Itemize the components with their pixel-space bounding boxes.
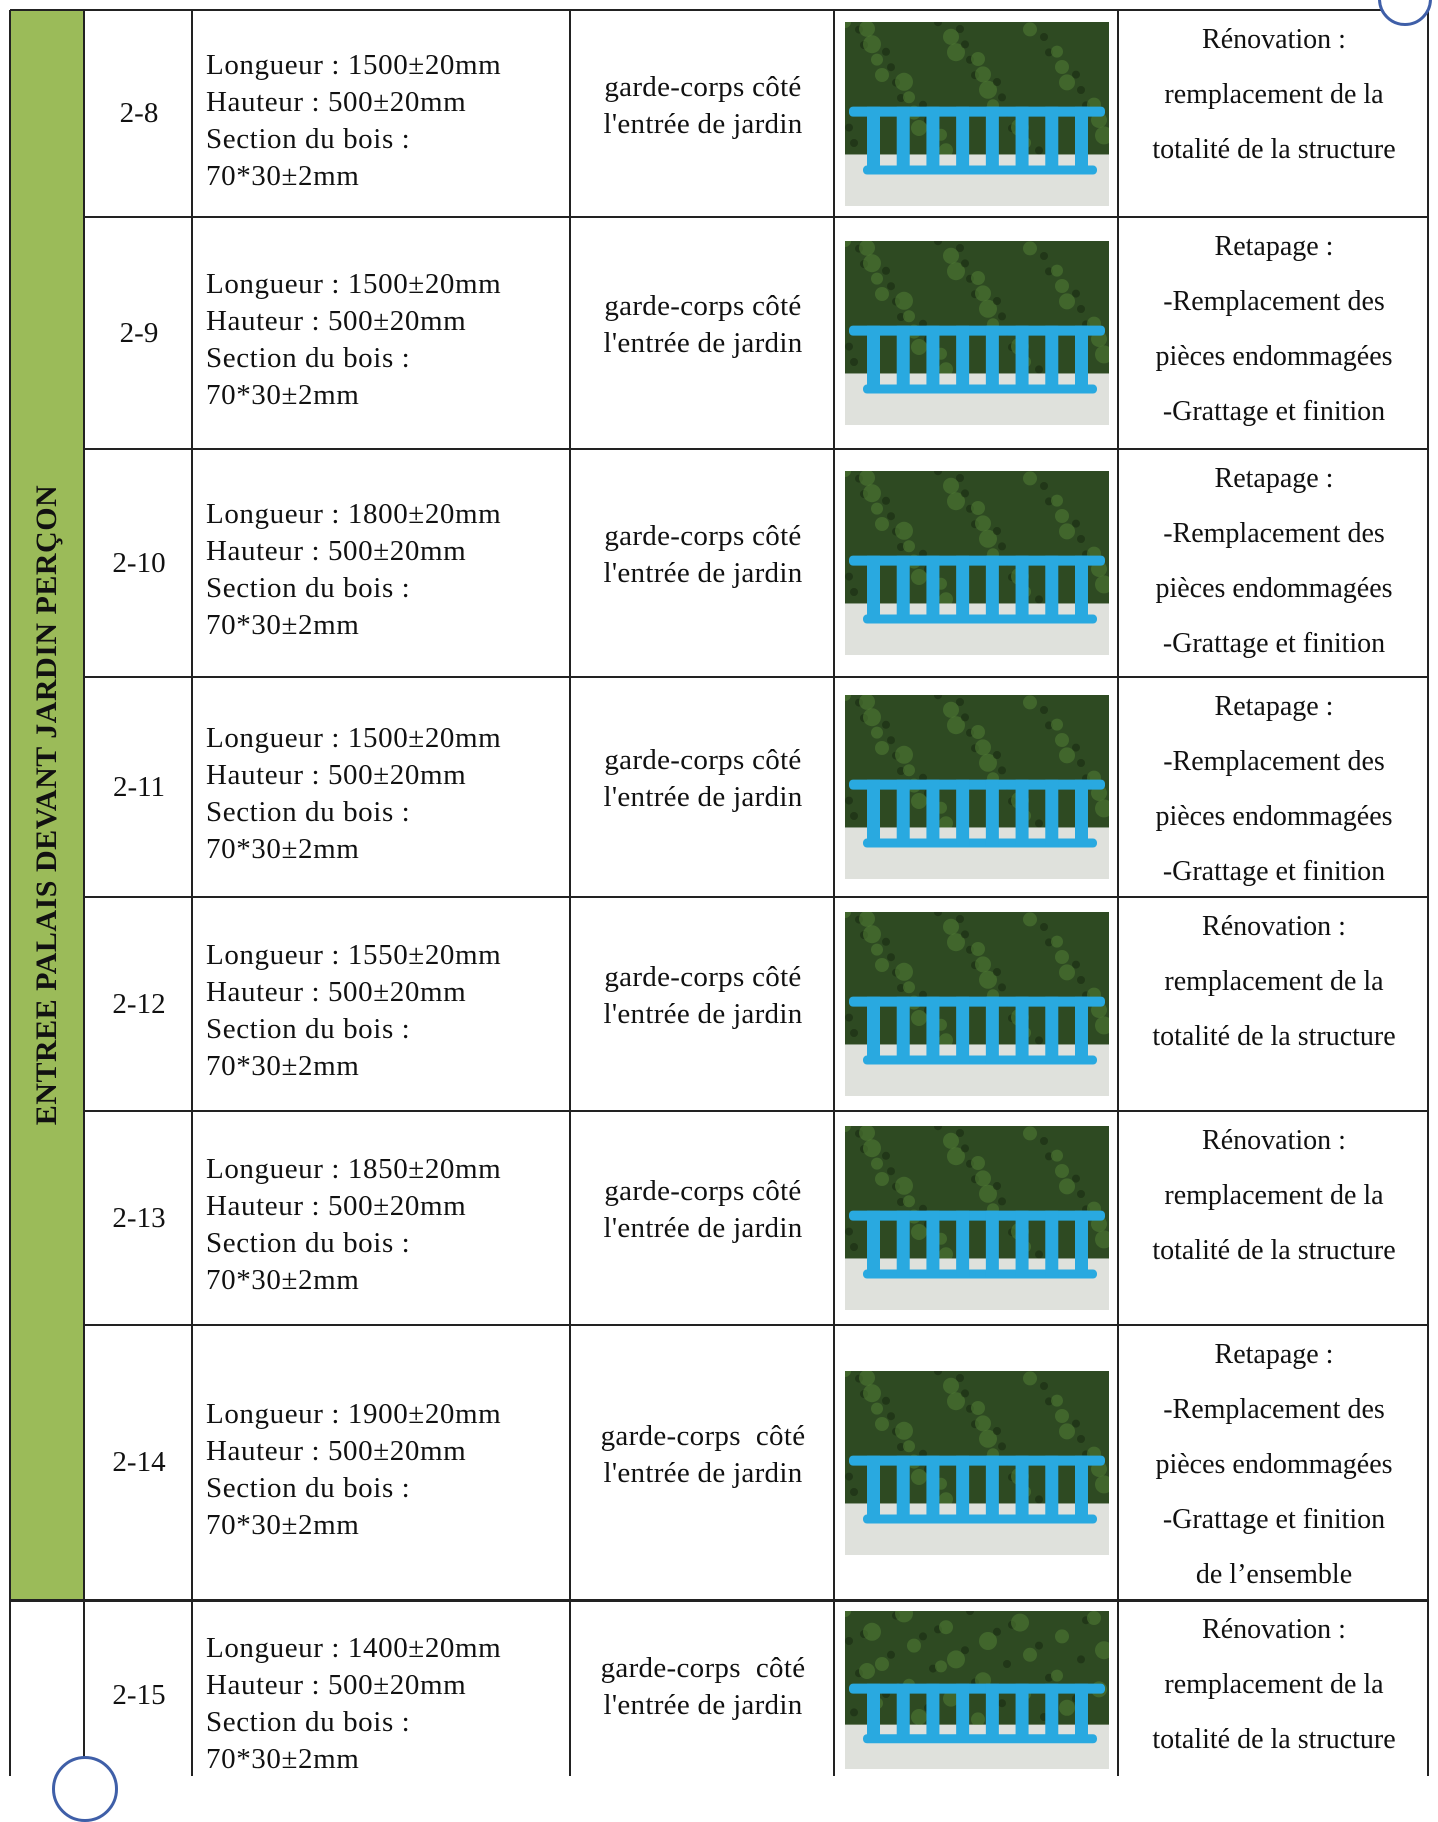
railing-photo bbox=[845, 1371, 1109, 1555]
action-line: totalité de la structure bbox=[1152, 1235, 1396, 1266]
spec-line: Longueur : 1800±20mm bbox=[206, 498, 502, 530]
action-line: Rénovation : bbox=[1202, 1614, 1346, 1645]
railing-photo bbox=[845, 1126, 1109, 1310]
spec-line: 70*30±2mm bbox=[206, 159, 360, 192]
location-line: garde-corps côté bbox=[600, 1652, 806, 1684]
row-divider bbox=[10, 9, 1428, 11]
item-id: 2-11 bbox=[112, 770, 166, 803]
spec-line: Hauteur : 500±20mm bbox=[206, 759, 467, 791]
photo-cell bbox=[836, 1600, 1118, 1790]
spec-line: Longueur : 1500±20mm bbox=[206, 48, 502, 81]
action-line: remplacement de la bbox=[1164, 1669, 1384, 1700]
column-divider bbox=[1117, 10, 1119, 1776]
location-cell bbox=[572, 897, 834, 1111]
spec-line: Longueur : 1400±20mm bbox=[206, 1632, 502, 1664]
action-line: remplacement de la bbox=[1164, 79, 1384, 110]
row-divider bbox=[84, 1110, 1428, 1112]
action-line: totalité de la structure bbox=[1152, 134, 1396, 165]
spec-line: Longueur : 1500±20mm bbox=[206, 268, 502, 300]
action-cell bbox=[1120, 1325, 1428, 1600]
railing-photo bbox=[845, 695, 1109, 879]
row-divider bbox=[84, 1324, 1428, 1326]
column-divider bbox=[191, 10, 193, 1776]
action-line: de l’ensemble bbox=[1195, 1559, 1353, 1590]
spec-line: Longueur : 1500±20mm bbox=[206, 722, 502, 754]
spec-line: 70*30±2mm bbox=[206, 1264, 360, 1296]
location-line: garde-corps côté bbox=[600, 1419, 806, 1452]
action-line: totalité de la structure bbox=[1152, 1021, 1396, 1052]
spec-cell bbox=[194, 1600, 570, 1790]
railing-photo bbox=[845, 471, 1109, 655]
location-cell bbox=[572, 449, 834, 677]
railing-photo bbox=[845, 912, 1109, 1096]
row-divider bbox=[84, 896, 1428, 898]
section-label: ENTREE PALAIS DEVANT JARDIN PERÇON bbox=[30, 484, 63, 1126]
action-line: pièces endommagées bbox=[1155, 341, 1393, 372]
column-divider bbox=[1427, 10, 1429, 1776]
location-line: l'entrée de jardin bbox=[603, 557, 803, 589]
table-row bbox=[0, 1325, 1438, 1600]
spec-line: Section du bois : bbox=[206, 1227, 411, 1259]
action-cell bbox=[1120, 897, 1428, 1111]
photo-cell bbox=[836, 677, 1118, 897]
action-line: -Remplacement des bbox=[1163, 746, 1385, 777]
spec-line: Hauteur : 500±20mm bbox=[206, 1669, 467, 1701]
column-divider bbox=[833, 10, 835, 1776]
action-line: -Grattage et finition bbox=[1162, 856, 1386, 887]
spec-cell bbox=[194, 10, 570, 217]
row-divider bbox=[84, 216, 1428, 218]
column-divider bbox=[83, 10, 85, 1776]
spec-line: Hauteur : 500±20mm bbox=[206, 535, 467, 567]
photo-cell bbox=[836, 10, 1118, 217]
spec-line: Hauteur : 500±20mm bbox=[206, 305, 467, 337]
action-cell bbox=[1120, 677, 1428, 897]
action-line: Rénovation : bbox=[1202, 1125, 1346, 1156]
action-cell bbox=[1120, 10, 1428, 217]
action-line: totalité de la structure bbox=[1152, 1724, 1396, 1755]
location-line: garde-corps côté bbox=[604, 1175, 802, 1207]
spec-line: Section du bois : bbox=[206, 1706, 411, 1738]
action-line: pièces endommagées bbox=[1155, 801, 1393, 832]
photo-cell bbox=[836, 1111, 1118, 1325]
action-line: -Grattage et finition bbox=[1162, 396, 1386, 427]
spec-line: 70*30±2mm bbox=[206, 609, 360, 641]
location-line: garde-corps côté bbox=[604, 290, 802, 322]
spec-line: Section du bois : bbox=[206, 572, 411, 604]
photo-cell bbox=[836, 449, 1118, 677]
action-cell bbox=[1120, 1111, 1428, 1325]
location-cell bbox=[572, 10, 834, 217]
spec-cell bbox=[194, 217, 570, 449]
action-line: -Grattage et finition bbox=[1162, 628, 1386, 659]
column-divider bbox=[9, 10, 11, 1776]
item-id: 2-9 bbox=[119, 316, 159, 349]
row-divider bbox=[10, 1599, 1428, 1602]
location-line: l'entrée de jardin bbox=[603, 1212, 803, 1244]
location-cell bbox=[572, 217, 834, 449]
action-line: Retapage : bbox=[1214, 1339, 1334, 1370]
action-line: Rénovation : bbox=[1202, 911, 1346, 942]
photo-cell bbox=[836, 217, 1118, 449]
spec-line: Section du bois : bbox=[206, 1013, 411, 1045]
spec-line: Longueur : 1850±20mm bbox=[206, 1153, 502, 1185]
column-divider bbox=[569, 10, 571, 1776]
location-line: garde-corps côté bbox=[604, 744, 802, 776]
location-cell bbox=[572, 1600, 834, 1790]
row-divider bbox=[84, 676, 1428, 678]
spec-line: 70*30±2mm bbox=[206, 379, 360, 411]
table-row bbox=[0, 449, 1438, 677]
spec-cell bbox=[194, 1111, 570, 1325]
action-line: remplacement de la bbox=[1164, 1180, 1384, 1211]
location-line: garde-corps côté bbox=[604, 70, 802, 103]
location-line: garde-corps côté bbox=[604, 961, 802, 993]
railing-photo bbox=[845, 1611, 1109, 1769]
location-cell bbox=[572, 677, 834, 897]
spec-line: Section du bois : bbox=[206, 122, 411, 155]
item-id: 2-12 bbox=[112, 987, 166, 1020]
table-row bbox=[0, 217, 1438, 449]
location-line: l'entrée de jardin bbox=[603, 1689, 803, 1721]
action-line: -Remplacement des bbox=[1163, 1394, 1385, 1425]
table-row bbox=[0, 897, 1438, 1111]
location-line: l'entrée de jardin bbox=[603, 1456, 803, 1489]
item-id: 2-14 bbox=[112, 1446, 166, 1478]
action-line: Rénovation : bbox=[1202, 24, 1346, 55]
table-row bbox=[0, 677, 1438, 897]
table-row bbox=[0, 10, 1438, 217]
action-cell bbox=[1120, 449, 1428, 677]
action-line: pièces endommagées bbox=[1155, 573, 1393, 604]
item-id: 2-10 bbox=[112, 546, 166, 579]
item-id: 2-15 bbox=[112, 1678, 166, 1711]
action-line: -Grattage et finition bbox=[1162, 1504, 1386, 1535]
spec-line: 70*30±2mm bbox=[206, 1743, 360, 1775]
photo-cell bbox=[836, 897, 1118, 1111]
logo-icon bbox=[52, 1756, 118, 1822]
spec-line: Hauteur : 500±20mm bbox=[206, 976, 467, 1008]
spec-line: 70*30±2mm bbox=[206, 1050, 360, 1082]
location-line: l'entrée de jardin bbox=[603, 998, 803, 1030]
spec-line: Section du bois : bbox=[206, 796, 411, 828]
spec-line: 70*30±2mm bbox=[206, 833, 360, 865]
spec-line: Section du bois : bbox=[206, 342, 411, 374]
spec-line: Hauteur : 500±20mm bbox=[206, 1190, 467, 1222]
item-id: 2-13 bbox=[112, 1201, 166, 1234]
action-cell bbox=[1120, 1600, 1428, 1790]
location-line: l'entrée de jardin bbox=[603, 781, 803, 813]
spec-line: Hauteur : 500±20mm bbox=[206, 1434, 467, 1467]
railing-photo bbox=[845, 241, 1109, 425]
action-line: -Remplacement des bbox=[1163, 518, 1385, 549]
location-cell bbox=[572, 1111, 834, 1325]
row-divider bbox=[84, 448, 1428, 450]
table-row bbox=[0, 1111, 1438, 1325]
action-line: Retapage : bbox=[1214, 231, 1334, 262]
photo-cell bbox=[836, 1325, 1118, 1600]
spec-cell bbox=[194, 1325, 570, 1600]
location-line: garde-corps côté bbox=[604, 520, 802, 552]
spec-line: 70*30±2mm bbox=[206, 1508, 360, 1541]
spec-cell bbox=[194, 449, 570, 677]
spec-line: Longueur : 1550±20mm bbox=[206, 939, 502, 971]
table-row bbox=[0, 1600, 1438, 1790]
spec-cell bbox=[194, 677, 570, 897]
spec-line: Section du bois : bbox=[206, 1471, 411, 1504]
action-line: -Remplacement des bbox=[1163, 286, 1385, 317]
spec-line: Hauteur : 500±20mm bbox=[206, 85, 467, 118]
location-line: l'entrée de jardin bbox=[603, 327, 803, 359]
action-line: remplacement de la bbox=[1164, 966, 1384, 997]
location-cell bbox=[572, 1325, 834, 1600]
action-line: Retapage : bbox=[1214, 463, 1334, 494]
location-line: l'entrée de jardin bbox=[603, 107, 803, 140]
railing-photo bbox=[845, 22, 1109, 206]
action-line: Retapage : bbox=[1214, 691, 1334, 722]
spec-line: Longueur : 1900±20mm bbox=[206, 1397, 502, 1430]
action-line: pièces endommagées bbox=[1155, 1449, 1393, 1480]
action-cell bbox=[1120, 217, 1428, 449]
item-id: 2-8 bbox=[119, 97, 159, 129]
spec-cell bbox=[194, 897, 570, 1111]
